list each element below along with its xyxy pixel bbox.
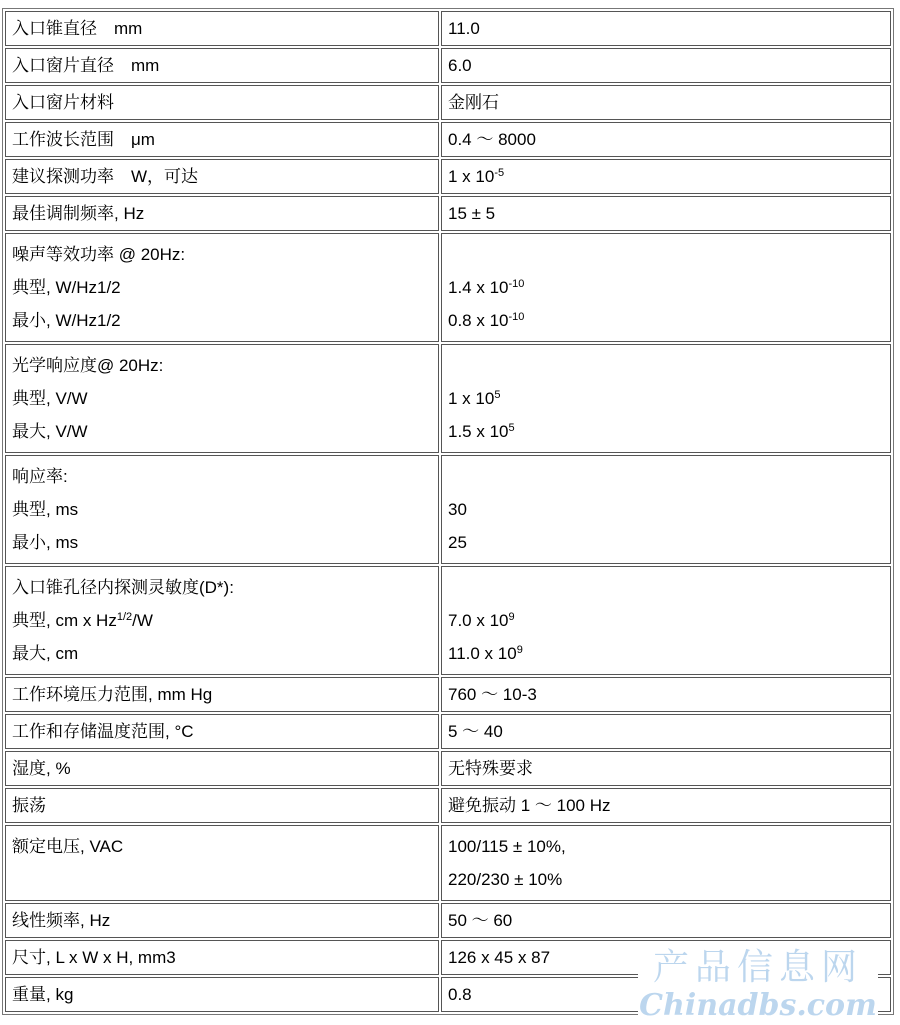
value-cell: 5 ～ 40 — [441, 714, 891, 749]
sub-label: 典型, W/Hz1/2 — [12, 278, 121, 297]
table-row — [5, 85, 891, 120]
value-exponent: -10 — [508, 278, 525, 290]
group-heading: 响应率: — [12, 467, 68, 486]
table-row — [5, 344, 891, 453]
label-cell: 最佳调制频率, Hz — [5, 196, 439, 231]
watermark-en: Chinadbs.com — [639, 988, 877, 1023]
sub-label-exponent: 1/2 — [116, 611, 133, 623]
table-row — [5, 677, 891, 712]
sub-value: 100/115 ± 10%, — [448, 837, 566, 856]
label-cell — [5, 825, 439, 901]
label-cell: 入口窗片材料 — [5, 85, 439, 120]
table-row — [5, 122, 891, 157]
value-cell: 0.4 ～ 8000 — [441, 122, 891, 157]
value-cell: 金刚石 — [441, 85, 891, 120]
label-cell: 工作波长范围 μm — [5, 122, 439, 157]
value-exponent: -10 — [508, 311, 525, 323]
value-base: 1 x 10 — [448, 167, 495, 186]
sub-value: 25 — [448, 533, 467, 552]
table-row — [5, 566, 891, 675]
sub-label: 典型, V/W — [12, 389, 88, 408]
label-cell — [5, 344, 439, 453]
sub-value — [448, 304, 884, 337]
watermark — [638, 948, 878, 1024]
table-row — [5, 233, 891, 342]
spec-table — [2, 8, 894, 1015]
sub-label: 最小, W/Hz1/2 — [12, 311, 121, 330]
value-cell: 0.8 — [441, 977, 891, 1012]
value-cell: 50 ～ 60 — [441, 903, 891, 938]
value-base: 1 x 10 — [448, 389, 495, 408]
value-cell — [441, 825, 891, 901]
table-row — [5, 903, 891, 938]
label-cell: 工作和存储温度范围, °C — [5, 714, 439, 749]
value-cell: 126 x 45 x 87 — [441, 940, 891, 975]
value-exponent: 9 — [508, 611, 515, 623]
group-heading: 入口锥孔径内探测灵敏度(D*): — [12, 578, 234, 597]
label-cell: 入口锥直径 mm — [5, 11, 439, 46]
label-cell: 湿度, % — [5, 751, 439, 786]
sub-value — [448, 415, 884, 448]
value-cell: 15 ± 5 — [441, 196, 891, 231]
label-cell — [5, 233, 439, 342]
group-heading: 光学响应度@ 20Hz: — [12, 356, 164, 375]
sub-label: 最小, ms — [12, 533, 79, 552]
table-row — [5, 11, 891, 46]
value-exponent: 5 — [508, 422, 515, 434]
label-cell: 入口窗片直径 mm — [5, 48, 439, 83]
value-cell — [441, 344, 891, 453]
table-row — [5, 48, 891, 83]
label-cell: 建议探测功率 W，可达 — [5, 159, 439, 194]
sub-label-text: 典型, cm x Hz — [12, 611, 117, 630]
value-base: 11.0 x 10 — [448, 644, 517, 663]
table-row — [5, 196, 891, 231]
watermark-cn: 产品信息网 — [652, 947, 863, 988]
sub-label — [12, 604, 432, 637]
sub-label: 典型, ms — [12, 500, 79, 519]
group-heading: 噪声等效功率 @ 20Hz: — [12, 245, 186, 264]
value-cell: 避免振动 1 ～ 100 Hz — [441, 788, 891, 823]
value-exponent: -5 — [494, 167, 505, 179]
sub-label: 最大, cm — [12, 644, 79, 663]
value-cell: 11.0 — [441, 11, 891, 46]
label-cell: 振荡 — [5, 788, 439, 823]
value-exponent: 9 — [516, 644, 523, 656]
table-row — [5, 751, 891, 786]
table-row — [5, 714, 891, 749]
sub-value — [448, 637, 884, 670]
sub-value — [448, 382, 884, 415]
table-row — [5, 455, 891, 564]
sub-value: 30 — [448, 500, 467, 519]
table-row — [5, 788, 891, 823]
row-label: 额定电压, VAC — [12, 837, 124, 856]
sub-value — [448, 604, 884, 637]
value-exponent: 5 — [494, 389, 501, 401]
label-cell — [5, 455, 439, 564]
label-cell: 工作环境压力范围, mm Hg — [5, 677, 439, 712]
value-cell: 无特殊要求 — [441, 751, 891, 786]
value-base: 7.0 x 10 — [448, 611, 509, 630]
label-cell — [5, 566, 439, 675]
value-base: 0.8 x 10 — [448, 311, 509, 330]
value-base: 1.5 x 10 — [448, 422, 509, 441]
sub-value: 220/230 ± 10% — [448, 870, 563, 889]
value-cell — [441, 159, 891, 194]
sub-value — [448, 271, 884, 304]
table-row — [5, 159, 891, 194]
value-cell — [441, 455, 891, 564]
sub-label-unit: /W — [132, 611, 153, 630]
value-cell: 760 ～ 10-3 — [441, 677, 891, 712]
value-cell: 6.0 — [441, 48, 891, 83]
value-cell — [441, 233, 891, 342]
sub-label: 最大, V/W — [12, 422, 88, 441]
label-cell: 尺寸, L x W x H, mm3 — [5, 940, 439, 975]
label-cell: 线性频率, Hz — [5, 903, 439, 938]
value-base: 1.4 x 10 — [448, 278, 509, 297]
table-row — [5, 825, 891, 901]
label-cell: 重量, kg — [5, 977, 439, 1012]
value-cell — [441, 566, 891, 675]
